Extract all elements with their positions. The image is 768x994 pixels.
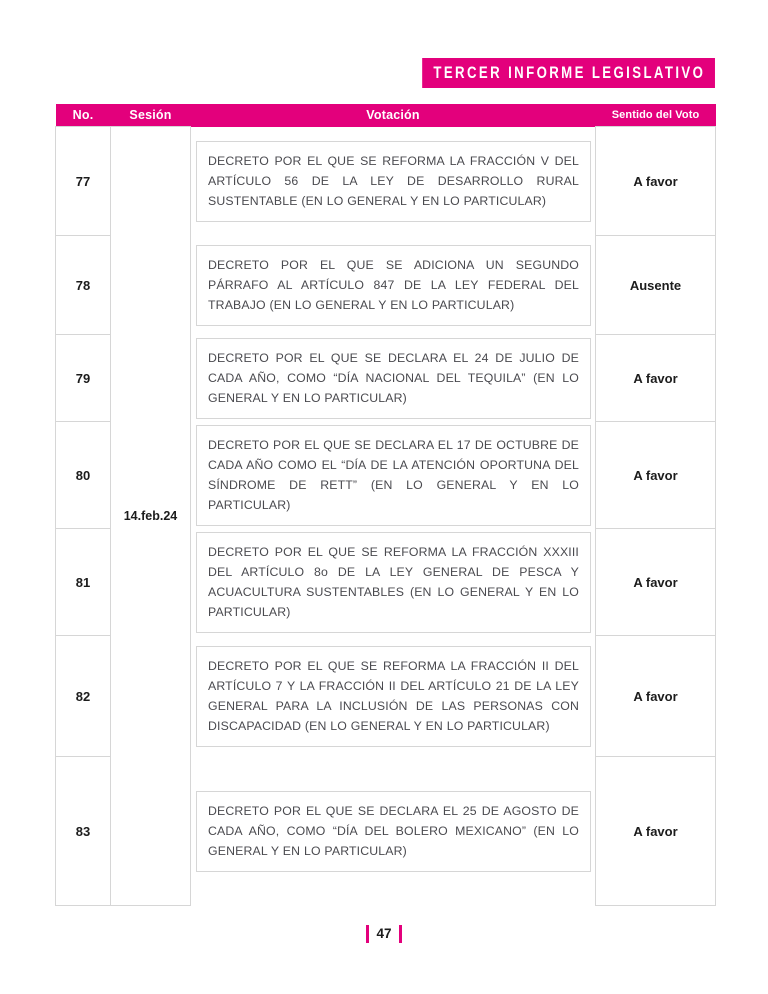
votacion-cell: [191, 422, 596, 529]
votacion-box: [196, 141, 591, 222]
row-number: 78: [56, 236, 111, 335]
votes-table-container: [55, 104, 715, 906]
votacion-text: DECRETO POR EL QUE SE ADICIONA UN SEGUNDO PÁRRAFO AL ARTÍCULO 847 DE LA LEY FEDERAL DEL TRABAJO (EN LO GENERAL Y EN LO PARTICULAR): [208, 257, 579, 312]
votes-table-body: [56, 127, 716, 906]
row-number: 79: [56, 335, 111, 422]
votes-table-header: [56, 104, 716, 127]
votacion-box: [196, 791, 591, 872]
votacion-cell: [191, 529, 596, 636]
page-footer: [0, 925, 768, 943]
column-header-votacion: Votación: [191, 104, 596, 127]
votacion-text: DECRETO POR EL QUE SE DECLARA EL 25 DE AGOSTO DE CADA AÑO, COMO “DÍA DEL BOLERO MEXICANO” (EN LO GENERAL Y EN LO PARTICULAR): [208, 803, 579, 858]
vote-result: A favor: [596, 335, 716, 422]
votacion-text: DECRETO POR EL QUE SE REFORMA LA FRACCIÓN V DEL ARTÍCULO 56 DE LA LEY DE DESARROLLO RURAL SUSTENTABLE (EN LO GENERAL Y EN LO PARTICULAR): [208, 153, 579, 208]
vote-result: A favor: [596, 127, 716, 236]
footer-right-bar-icon: [399, 925, 402, 943]
report-banner-title: TERCER INFORME LEGISLATIVO: [422, 58, 715, 88]
table-row: [56, 127, 716, 236]
votacion-text: DECRETO POR EL QUE SE REFORMA LA FRACCIÓN II DEL ARTÍCULO 7 Y LA FRACCIÓN II DEL ARTÍCULO 21 DE LA LEY GENERAL PARA LA INCLUSIÓN DE LAS PERSONAS CON DISCAPACIDAD (EN LO GENERAL Y EN LO PARTICULAR): [208, 658, 579, 733]
row-number: 80: [56, 422, 111, 529]
votacion-cell: [191, 757, 596, 906]
row-number: 77: [56, 127, 111, 236]
footer-left-bar-icon: [366, 925, 369, 943]
votacion-text: DECRETO POR EL QUE SE DECLARA EL 24 DE JULIO DE CADA AÑO, COMO “DÍA NACIONAL DEL TEQUILA” (EN LO GENERAL Y EN LO PARTICULAR): [208, 350, 579, 405]
report-banner-container: [0, 58, 768, 88]
vote-result: A favor: [596, 757, 716, 906]
vote-result: Ausente: [596, 236, 716, 335]
votacion-cell: [191, 335, 596, 422]
column-header-sentido: Sentido del Voto: [596, 104, 716, 127]
vote-result: A favor: [596, 529, 716, 636]
page-number: 47: [376, 926, 392, 941]
vote-result: A favor: [596, 636, 716, 757]
votacion-box: [196, 425, 591, 526]
table-header-row: [56, 104, 716, 127]
column-header-sesion: Sesión: [111, 104, 191, 127]
column-header-no: No.: [56, 104, 111, 127]
votacion-text: DECRETO POR EL QUE SE REFORMA LA FRACCIÓN XXXIII DEL ARTÍCULO 8o DE LA LEY GENERAL DE PESCA Y ACUACULTURA SUSTENTABLES (EN LO GENERAL Y EN LO PARTICULAR): [208, 544, 579, 619]
votacion-cell: [191, 636, 596, 757]
row-number: 83: [56, 757, 111, 906]
votacion-box: [196, 338, 591, 419]
row-number: 81: [56, 529, 111, 636]
votacion-box: [196, 532, 591, 633]
votacion-cell: [191, 236, 596, 335]
votes-table: [55, 104, 716, 906]
votacion-cell: [191, 127, 596, 236]
row-number: 82: [56, 636, 111, 757]
vote-result: A favor: [596, 422, 716, 529]
votacion-box: [196, 245, 591, 326]
session-date: 14.feb.24: [111, 127, 191, 906]
votacion-box: [196, 646, 591, 747]
votacion-text: DECRETO POR EL QUE SE DECLARA EL 17 DE OCTUBRE DE CADA AÑO COMO EL “DÍA DE LA ATENCIÓN OPORTUNA DEL SÍNDROME DE RETT” (EN LO GENERAL Y EN LO PARTICULAR): [208, 437, 579, 512]
